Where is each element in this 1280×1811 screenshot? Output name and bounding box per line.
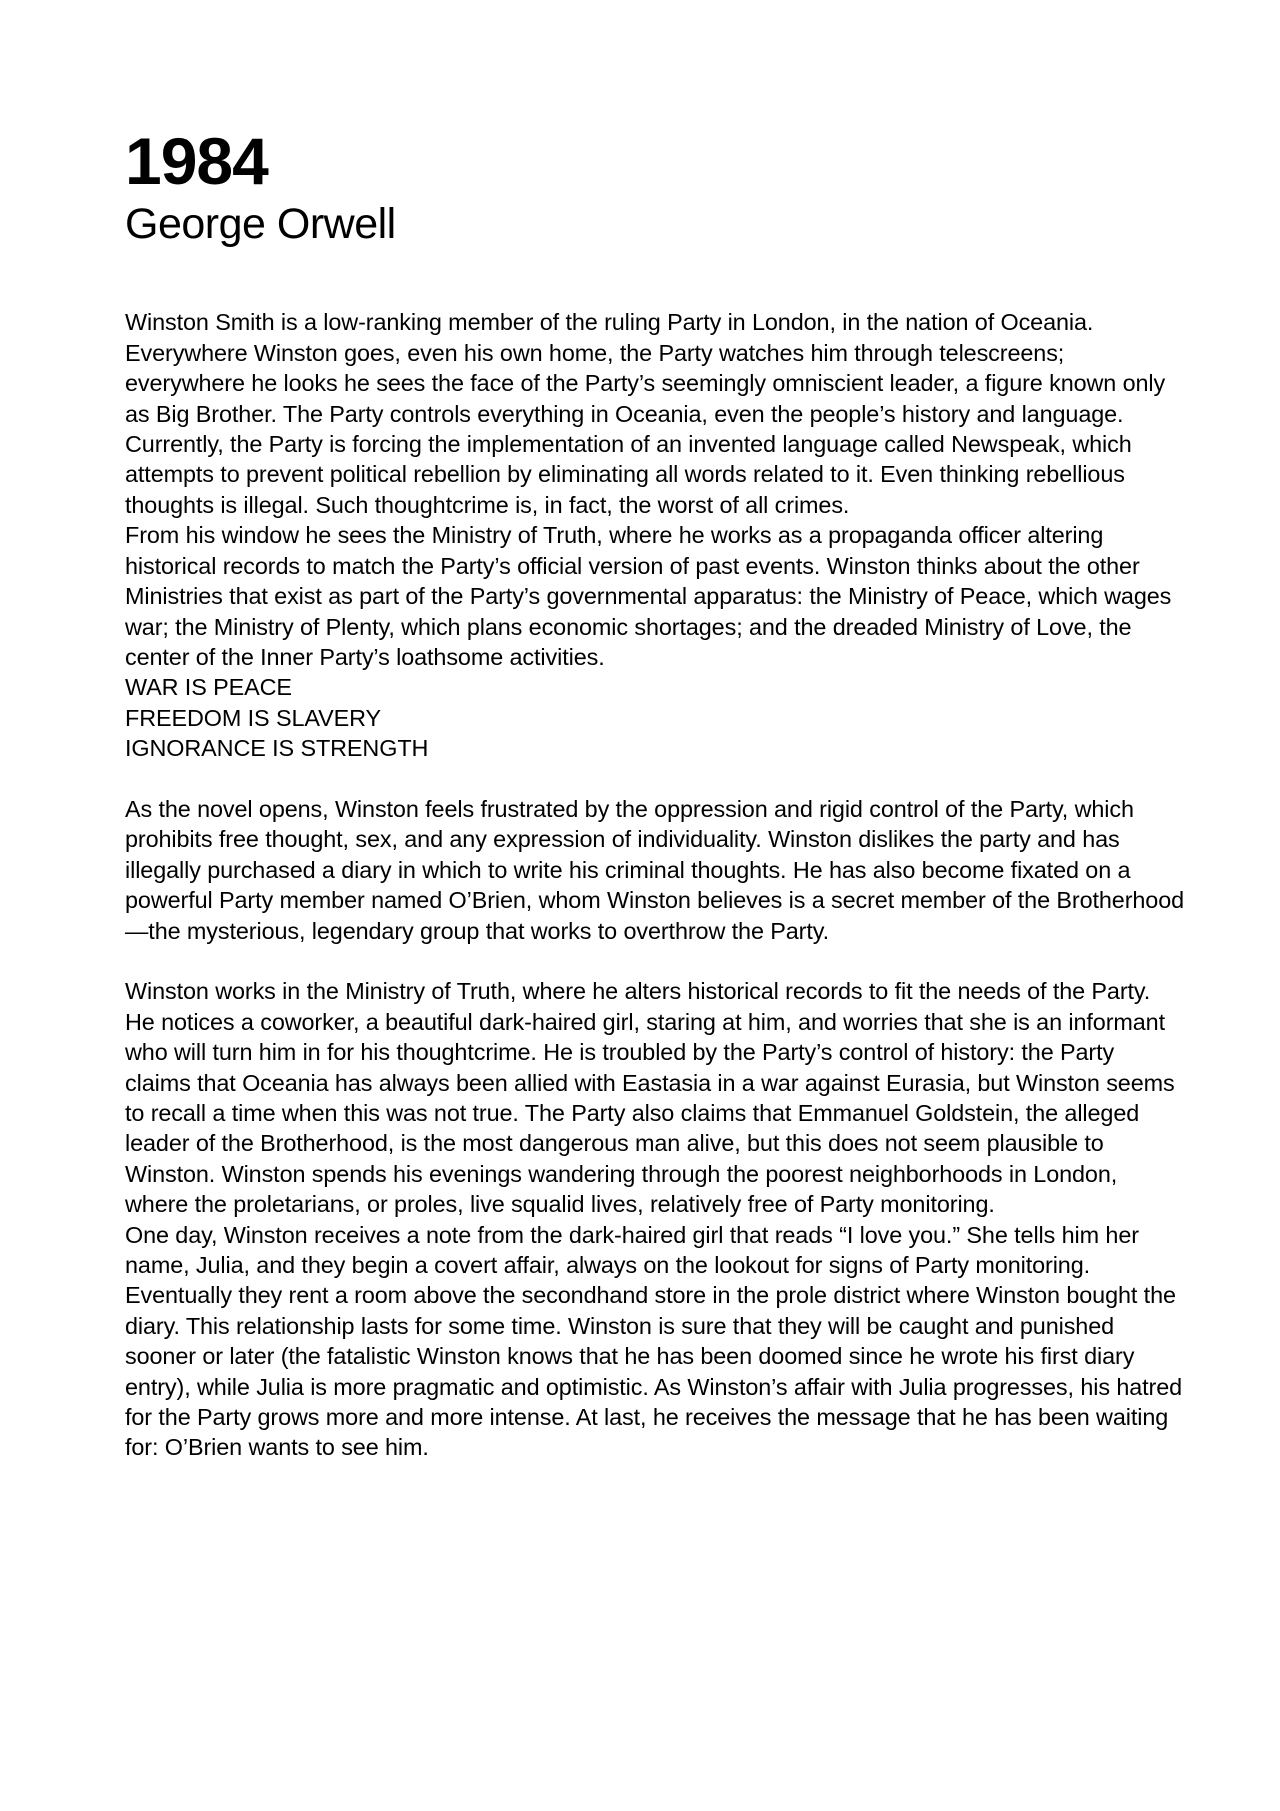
paragraph-spacer xyxy=(125,946,1185,976)
paragraph-ministries: From his window he sees the Ministry of Truth, where he works as a propaganda officer altering historical records to match the Party’s official version of past events. Winston thinks about the other Ministries that exist as part of the Party’s governmental apparatus: the Ministry of Peace, which wages war; the Ministry of Plenty, which plans economic shortages; and the dreaded Ministry of Love, the center of the Inner Party’s loathsome activities. xyxy=(125,522,1172,670)
document-page xyxy=(125,124,1185,1463)
paragraph-spacer xyxy=(125,764,1185,794)
paragraph-novel-opens: As the novel opens, Winston feels frustrated by the oppression and rigid control of the Party, which prohibits free thought, sex, and any expression of individuality. Winston dislikes the party and has illegally purchased a diary in which to write his criminal thoughts. He has also become fixated on a powerful Party member named O’Brien, whom Winston believes is a secret member of the Brotherhood—the mysterious, legendary group that works to overthrow the Party. xyxy=(125,795,1185,944)
paragraph-ministry-of-truth: Winston works in the Ministry of Truth, where he alters historical records to fit the needs of the Party. He notices a coworker, a beautiful dark-haired girl, staring at him, and worries that she is an informant who will turn him in for his thoughtcrime. He is troubled by the Party’s control of history: the Party claims that Oceania has always been allied with Eastasia in a war against Eurasia, but Winston seems to recall a time when this was not true. The Party also claims that Emmanuel Goldstein, the alleged leader of the Brotherhood, is the most dangerous man alive, but this does not seem plausible to Winston. Winston spends his evenings wandering through the poorest neighborhoods in London, where the proletarians, or proles, live squalid lives, relatively free of Party monitoring. xyxy=(125,978,1175,1218)
paragraph-intro: Winston Smith is a low-ranking member of the ruling Party in London, in the nation of Oceania. Everywhere Winston goes, even his own home, the Party watches him through telescreens; everywhere he looks he sees the face of the Party’s seemingly omniscient leader, a figure known only as Big Brother. The Party controls everything in Oceania, even the people’s history and language. Currently, the Party is forcing the implementation of an invented language called Newspeak, which attempts to prevent political rebellion by eliminating all words related to it. Even thinking rebellious thoughts is illegal. Such thoughtcrime is, in fact, the worst of all crimes. xyxy=(125,309,1166,518)
slogan-freedom-is-slavery: FREEDOM IS SLAVERY xyxy=(125,704,381,731)
book-title: 1984 xyxy=(125,124,268,198)
slogan-ignorance-is-strength: IGNORANCE IS STRENGTH xyxy=(125,735,429,762)
book-author: George Orwell xyxy=(125,200,396,248)
paragraph-julia: One day, Winston receives a note from the dark-haired girl that reads “I love you.” She tells him her name, Julia, and they begin a covert affair, always on the lookout for signs of Party monitoring. Eventually they rent a room above the secondhand store in the prole district where Winston bought the diary. This relationship lasts for some time. Winston is sure that they will be caught and punished sooner or later (the fatalistic Winston knows that he has been doomed since he wrote his first diary entry), while Julia is more pragmatic and optimistic. As Winston’s affair with Julia progresses, his hatred for the Party grows more and more intense. At last, he receives the message that he has been waiting for: O’Brien wants to see him. xyxy=(125,1221,1183,1461)
summary-body xyxy=(125,307,1185,1462)
slogan-war-is-peace: WAR IS PEACE xyxy=(125,674,292,701)
